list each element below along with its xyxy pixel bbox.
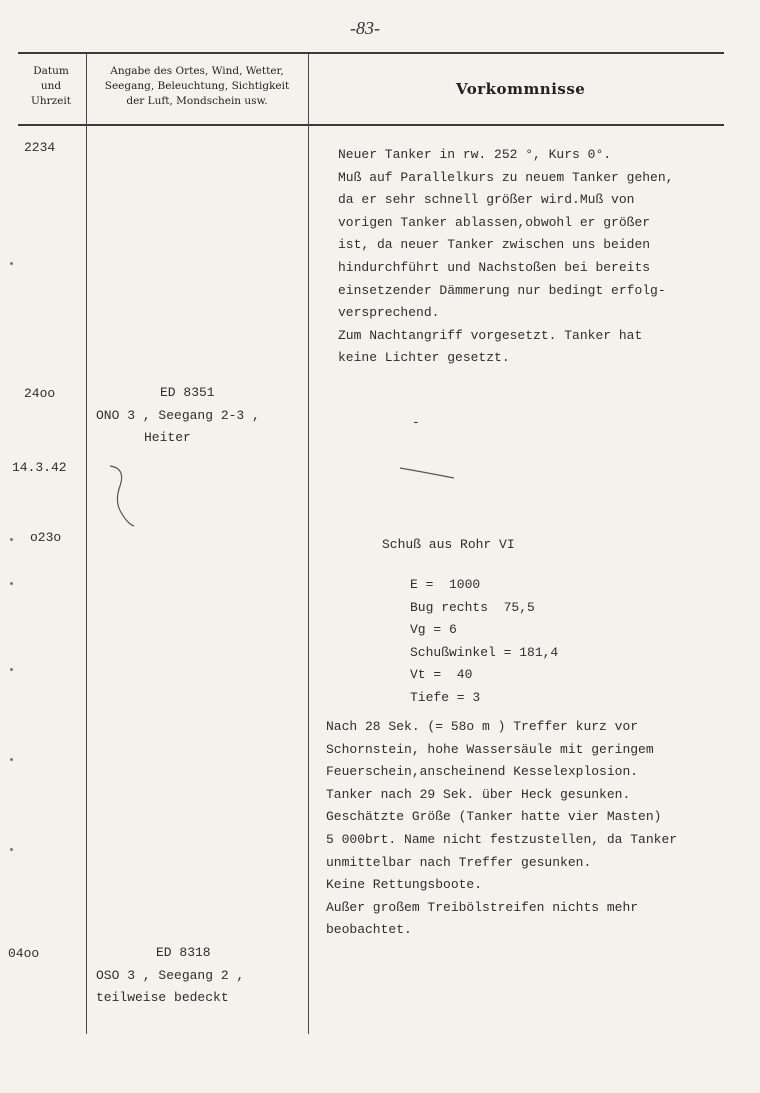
pen-mark — [106, 462, 146, 532]
page-number: -83- — [350, 18, 380, 38]
header-rule — [18, 124, 724, 126]
column-divider-2 — [308, 54, 309, 1034]
margin-speck — [10, 668, 13, 671]
pen-mark — [398, 462, 458, 482]
entry-place: ED 8351 ONO 3 , Seegang 2-3 , Heiter — [96, 385, 260, 446]
margin-speck — [10, 758, 13, 761]
entry-date: 14.3.42 — [12, 460, 67, 475]
header-events: Vorkommnisse — [456, 80, 586, 98]
events-heading: Schuß aus Rohr VI — [382, 537, 515, 552]
column-divider-1 — [86, 54, 87, 1034]
entry-time: 24oo — [24, 386, 56, 401]
entry-events: Nach 28 Sek. (= 58o m ) Treffer kurz vor Schornstein, hohe Wassersäule mit geringem Feuerschein,anscheinend Kesselexplosion. Tanker nach 29 Sek. über Heck gesunken. Geschätzte Größe (Tanker hatte vier Masten) 5 000brt. Name nicht festzustellen, da Tanker unmittelbar nach Treffer gesunken. Keine Rettungsboote. Außer großem Treibölstreifen nichts mehr beobachtet. — [326, 719, 678, 938]
margin-speck — [10, 538, 13, 541]
header-date-time: Datum und Uhrzeit — [31, 65, 71, 107]
top-rule — [18, 52, 724, 54]
entry-events: Neuer Tanker in rw. 252 °, Kurs 0°. Muß auf Parallelkurs zu neuem Tanker gehen, da er sehr schnell größer wird.Muß von vorigen Tanker ablassen,obwohl er größer ist, da neuer Tanker zwischen uns beiden hindurchführt und Nachstoßen bei bereits einsetzender Dämmerung nur bedingt erfolg- versprechend. Zum Nachtangriff vorgesetzt. Tanker hat keine Lichter gesetzt. — [338, 147, 674, 366]
entry-events: - — [412, 415, 420, 430]
entry-time: o23o — [30, 530, 62, 545]
shot-data: E = 1000 Bug rechts 75,5 Vg = 6 Schußwinkel = 181,4 Vt = 40 Tiefe = 3 — [410, 577, 559, 705]
entry-time: 04oo — [8, 946, 40, 961]
entry-time: 2234 — [24, 140, 56, 155]
header-place-weather: Angabe des Ortes, Wind, Wetter, Seegang, Beleuchtung, Sichtigkeit der Luft, Mondschein usw. — [104, 65, 290, 107]
margin-speck — [10, 262, 13, 265]
margin-speck — [10, 582, 13, 585]
margin-speck — [10, 848, 13, 851]
entry-place: ED 8318 OSO 3 , Seegang 2 , teilweise bedeckt — [96, 945, 245, 1006]
